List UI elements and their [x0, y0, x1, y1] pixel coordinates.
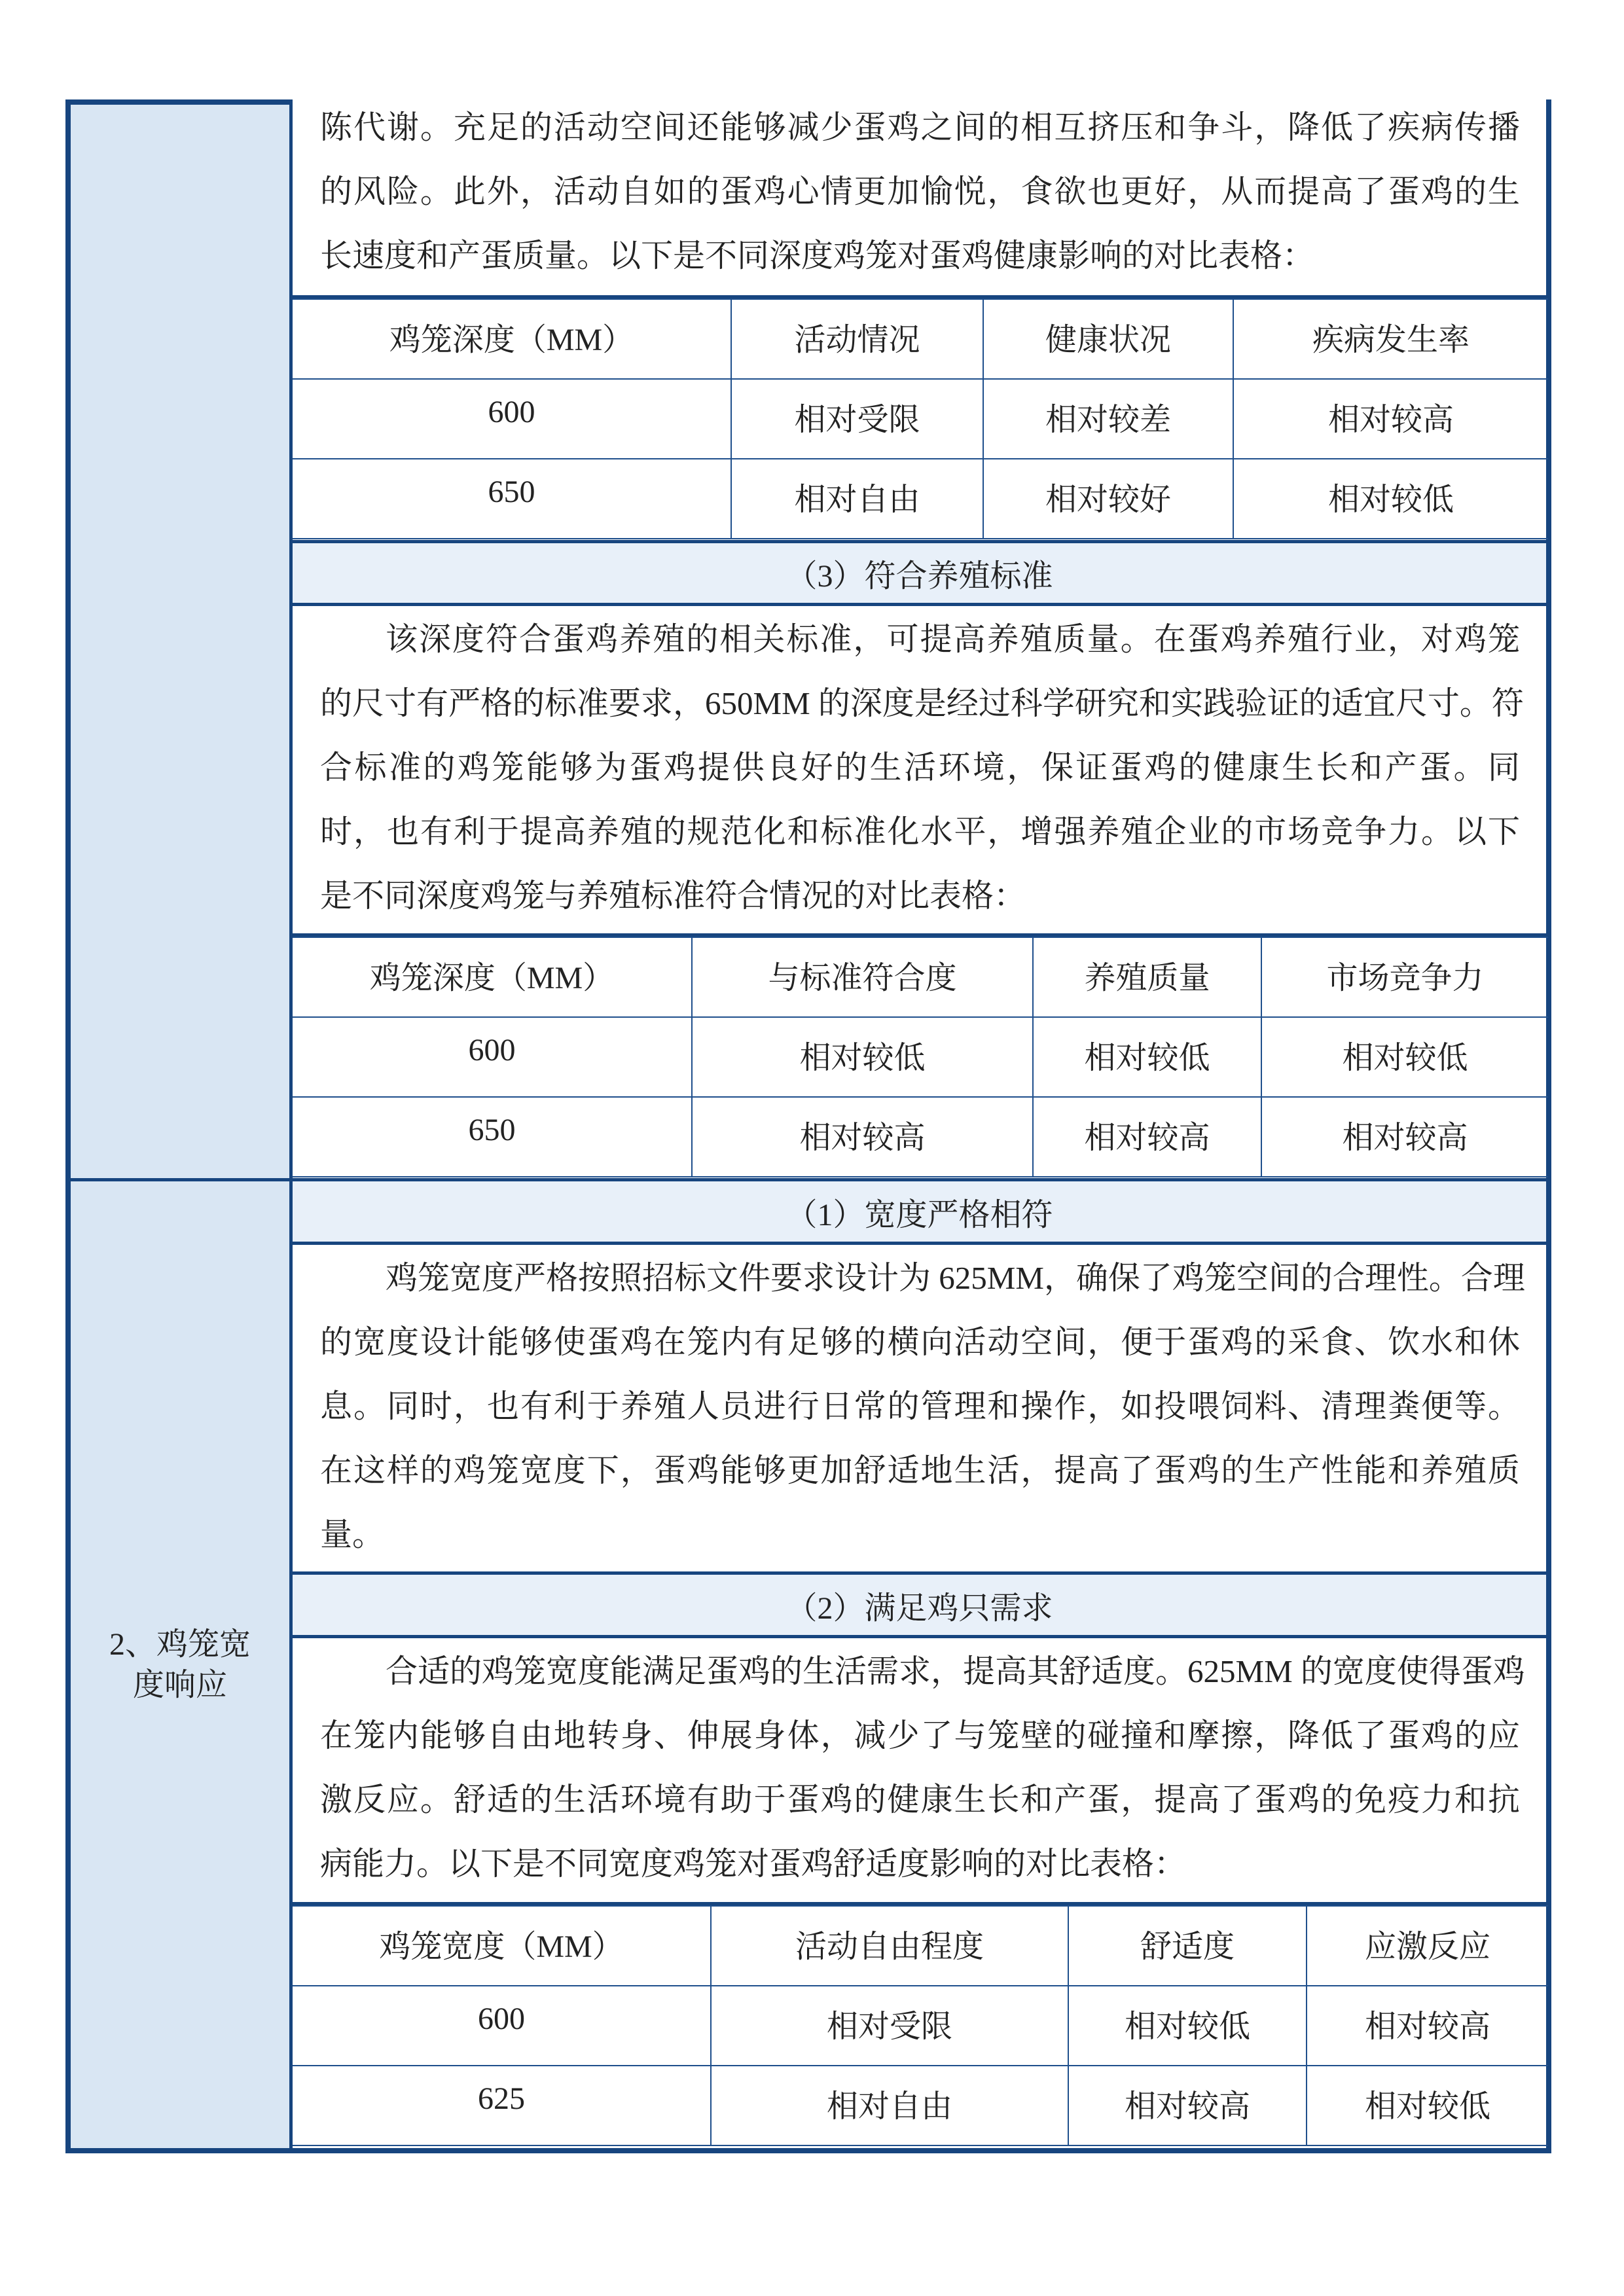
- paragraph-line: 长速度和产蛋质量。以下是不同深度鸡笼对蛋鸡健康影响的对比表格：: [320, 238, 1315, 274]
- paragraph-line: 在笼内能够自由地转身、伸展身体，减少了与笼壁的碰撞和摩擦，降低了蛋鸡的应: [320, 1717, 1520, 1753]
- table-width-comfort: [293, 1902, 1546, 2148]
- paragraph-line: 的尺寸有严格的标准要求，650MM 的深度是经过科学研究和实践验证的适宜尺寸。符: [320, 685, 1524, 721]
- table-cell: 相对较高: [1307, 1986, 1548, 2066]
- column-header: 养殖质量: [1033, 937, 1261, 1017]
- table-cell: 相对较低: [1233, 459, 1548, 539]
- column-header: 鸡笼深度（MM）: [293, 299, 731, 379]
- table-row: [293, 1017, 1548, 1097]
- table-cell: 600: [293, 379, 731, 459]
- table-cell: 650: [293, 1097, 692, 1177]
- column-header: 市场竞争力: [1261, 937, 1548, 1017]
- table-cell: 相对受限: [711, 1986, 1068, 2066]
- left-cell-continued: [71, 105, 293, 1181]
- table-row: [293, 1986, 1548, 2066]
- table-cell: 相对较高: [1261, 1097, 1548, 1177]
- paragraph-line: 息。同时，也有利于养殖人员进行日常的管理和操作，如投喂饲料、清理粪便等。: [320, 1388, 1520, 1424]
- table-header-row: [293, 1906, 1548, 1986]
- table-row: [293, 379, 1548, 459]
- column-header: 疾病发生率: [1233, 299, 1548, 379]
- table-cell: 相对较低: [1261, 1017, 1548, 1097]
- table-cell: 相对较高: [1033, 1097, 1261, 1177]
- comparison-table: [293, 298, 1548, 539]
- comparison-table: [293, 937, 1548, 1177]
- section-header-3: [293, 540, 1546, 606]
- table-header-row: [293, 937, 1548, 1017]
- table-cell: 相对较低: [1033, 1017, 1261, 1097]
- column-header: 鸡笼深度（MM）: [293, 937, 692, 1017]
- table-cell: 600: [293, 1986, 711, 2066]
- column-header: 健康状况: [983, 299, 1233, 379]
- paragraph-line: 合适的鸡笼宽度能满足蛋鸡的生活需求，提高其舒适度。625MM 的宽度使得蛋鸡: [386, 1653, 1525, 1689]
- column-header: 鸡笼宽度（MM）: [293, 1906, 711, 1986]
- table-row: [293, 2066, 1548, 2145]
- table-cell: 625: [293, 2066, 711, 2145]
- paragraph-line: 鸡笼宽度严格按照招标文件要求设计为 625MM，确保了鸡笼空间的合理性。合理: [386, 1260, 1525, 1296]
- paragraph-line: 病能力。以下是不同宽度鸡笼对蛋鸡舒适度影响的对比表格：: [320, 1846, 1187, 1882]
- section-title: （1）宽度严格相符: [785, 1197, 1053, 1232]
- paragraph-line: 合标准的鸡笼能够为蛋鸡提供良好的生活环境，保证蛋鸡的健康生长和产蛋。同: [320, 749, 1520, 785]
- table-cell: 相对较高: [692, 1097, 1033, 1177]
- table-cell: 相对较低: [1068, 1986, 1307, 2066]
- table-depth-health: [293, 295, 1546, 544]
- column-header: 与标准符合度: [692, 937, 1033, 1017]
- section-title: （2）满足鸡只需求: [785, 1590, 1053, 1626]
- paragraph-2: [293, 606, 1546, 937]
- table-cell: 相对较好: [983, 459, 1233, 539]
- table-cell: 600: [293, 1017, 692, 1097]
- table-cell: 相对自由: [711, 2066, 1068, 2145]
- table-cell: 650: [293, 459, 731, 539]
- paragraph-4: [293, 1638, 1546, 1905]
- paragraph-line: 的风险。此外，活动自如的蛋鸡心情更加愉悦，食欲也更好，从而提高了蛋鸡的生: [320, 173, 1520, 209]
- table-cell: 相对较低: [692, 1017, 1033, 1097]
- paragraph-line: 量。: [320, 1516, 385, 1552]
- document-table: [65, 99, 1551, 2153]
- column-header: 活动自由程度: [711, 1906, 1068, 1986]
- section-title: （3）符合养殖标准: [785, 559, 1053, 594]
- paragraph-3: [293, 1245, 1546, 1575]
- paragraph-line: 在这样的鸡笼宽度下，蛋鸡能够更加舒适地生活，提高了蛋鸡的生产性能和养殖质: [320, 1452, 1520, 1488]
- table-cell: 相对较差: [983, 379, 1233, 459]
- paragraph-line: 陈代谢。充足的活动空间还能够减少蛋鸡之间的相互挤压和争斗，降低了疾病传播: [320, 109, 1520, 145]
- comparison-table: [293, 1905, 1548, 2146]
- paragraph-1: [293, 96, 1546, 300]
- paragraph-line: 的宽度设计能够使蛋鸡在笼内有足够的横向活动空间，便于蛋鸡的采食、饮水和休: [320, 1324, 1520, 1360]
- left-cell-label: 2、鸡笼宽 度响应: [109, 1626, 251, 1702]
- section-header-2: [293, 1571, 1546, 1638]
- column-header: 活动情况: [731, 299, 983, 379]
- table-cell: 相对受限: [731, 379, 983, 459]
- table-cell: 相对自由: [731, 459, 983, 539]
- paragraph-line: 是不同深度鸡笼与养殖标准符合情况的对比表格：: [320, 878, 1026, 914]
- left-cell-width-response: [71, 1181, 293, 2148]
- table-row: [293, 459, 1548, 539]
- section-header-1: [293, 1178, 1546, 1245]
- column-header: 应激反应: [1307, 1906, 1548, 1986]
- table-cell: 相对较高: [1233, 379, 1548, 459]
- table-depth-standard: [293, 933, 1546, 1181]
- table-row: [293, 1097, 1548, 1177]
- table-cell: 相对较高: [1068, 2066, 1307, 2145]
- paragraph-line: 该深度符合蛋鸡养殖的相关标准，可提高养殖质量。在蛋鸡养殖行业，对鸡笼: [386, 621, 1520, 657]
- paragraph-line: 时，也有利于提高养殖的规范化和标准化水平，增强养殖企业的市场竞争力。以下: [320, 814, 1520, 850]
- column-header: 舒适度: [1068, 1906, 1307, 1986]
- paragraph-line: 激反应。舒适的生活环境有助于蛋鸡的健康生长和产蛋，提高了蛋鸡的免疫力和抗: [320, 1782, 1520, 1818]
- table-cell: 相对较低: [1307, 2066, 1548, 2145]
- content-column: [293, 105, 1546, 2148]
- table-header-row: [293, 299, 1548, 379]
